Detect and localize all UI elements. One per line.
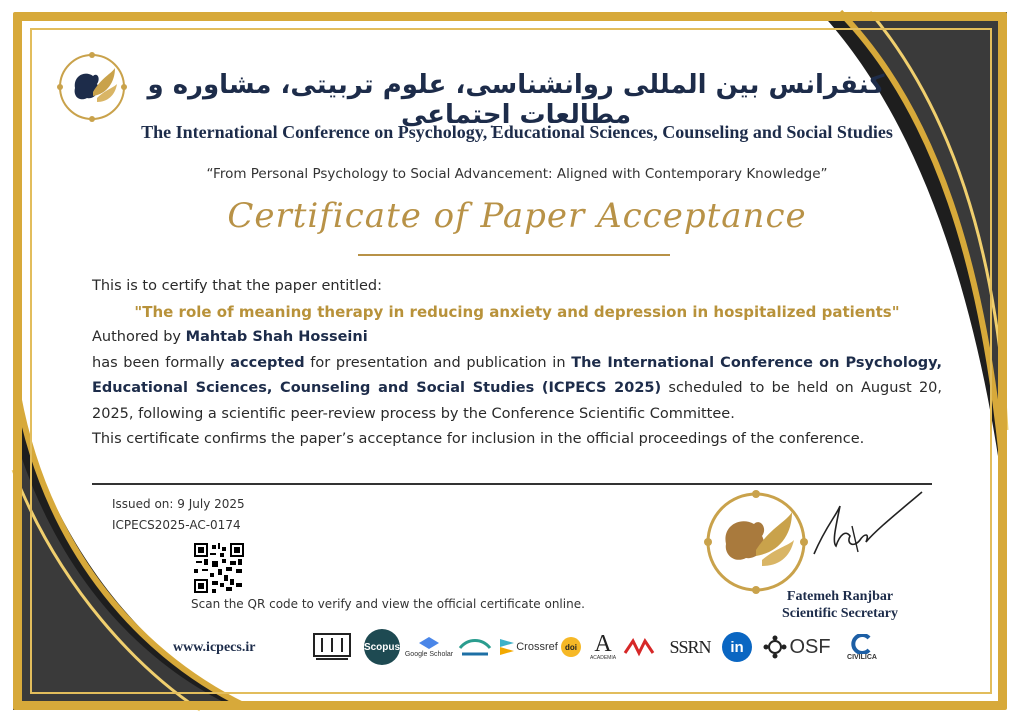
doi-logo bbox=[560, 630, 582, 664]
acceptance-statement bbox=[92, 351, 942, 428]
english-conference-title: The International Conference on Psychology, Educational Sciences, Counseling and Social Studies bbox=[141, 122, 893, 142]
accepted-word: accepted bbox=[230, 354, 305, 371]
acceptance-suffix: scheduled to be held on August 20, 2025, following a scientific peer-review process by the Conference Scientific Committee. bbox=[92, 380, 943, 422]
ssrn-label: SSRN bbox=[669, 636, 711, 657]
author-line bbox=[92, 325, 942, 351]
issue-date: Issued on: 9 July 2025 bbox=[112, 497, 245, 511]
certify-intro: This is to certify that the paper entitled: bbox=[92, 278, 382, 294]
conference-seal bbox=[702, 488, 810, 596]
ssrn-logo bbox=[666, 630, 714, 664]
signer-name: Fatemeh Ranjbar bbox=[786, 589, 894, 604]
authored-by-label: Authored by bbox=[92, 329, 182, 345]
conference-logo bbox=[57, 52, 127, 122]
author-name: Mahtab Shah Hosseini bbox=[185, 329, 368, 345]
conference-name: The International Conference on Psychology, Educational Sciences, Counseling and Social Studies (ICPECS 2025) bbox=[92, 354, 942, 396]
qr-instructions: Scan the QR code to verify and view the official certificate online. bbox=[191, 597, 585, 611]
google-scholar-label: Google Scholar bbox=[404, 650, 454, 658]
noormags-logo bbox=[620, 630, 662, 664]
academia-label: ACADEMIA bbox=[589, 655, 617, 661]
certificate-title: Certificate of Paper Acceptance bbox=[227, 196, 807, 236]
confirmation-statement: This certificate confirms the paper’s acceptance for inclusion in the official proceedings of the conference. bbox=[92, 431, 865, 447]
acceptance-prefix: has been formally bbox=[92, 354, 225, 371]
issue-info bbox=[112, 494, 245, 536]
persian-conference-title: کنفرانس بین المللی روانشناسی، علوم تربیتی، مشاوره و مطالعات اجتماعی bbox=[147, 70, 885, 130]
linkedin-label: in bbox=[722, 632, 752, 662]
osf-label: OSF bbox=[789, 635, 831, 658]
crossref-label: Crossref bbox=[516, 641, 558, 653]
title-underline bbox=[358, 254, 670, 256]
mtd-logo bbox=[310, 630, 354, 664]
linkedin-logo bbox=[720, 630, 754, 664]
website-link[interactable]: www.icpecs.ir bbox=[173, 640, 256, 655]
google-scholar-logo bbox=[404, 630, 454, 664]
civilica-label: CIVILICA bbox=[847, 653, 877, 661]
footer-divider bbox=[92, 483, 932, 485]
signer-block bbox=[760, 588, 920, 622]
doi-label: doi bbox=[561, 637, 581, 657]
scopus-logo bbox=[362, 630, 402, 664]
certificate-id: ICPECS2025-AC-0174 bbox=[112, 518, 241, 532]
osf-logo bbox=[758, 630, 836, 664]
certificate-body bbox=[92, 274, 942, 453]
signer-role: Scientific Secretary bbox=[782, 606, 898, 621]
conference-slogan: “From Personal Psychology to Social Advancement: Aligned with Contemporary Knowledge” bbox=[206, 166, 828, 182]
magiran-logo bbox=[456, 630, 494, 664]
acceptance-mid: for presentation and publication in bbox=[310, 354, 566, 371]
civilica-logo bbox=[840, 630, 884, 664]
academia-logo: A ACADEMIA bbox=[589, 631, 617, 661]
qr-code[interactable] bbox=[194, 543, 244, 593]
crossref-logo bbox=[498, 630, 560, 664]
paper-title: "The role of meaning therapy in reducing anxiety and depression in hospitalized patients" bbox=[134, 302, 900, 321]
signature bbox=[806, 486, 926, 566]
scopus-label: Scopus bbox=[364, 629, 400, 665]
